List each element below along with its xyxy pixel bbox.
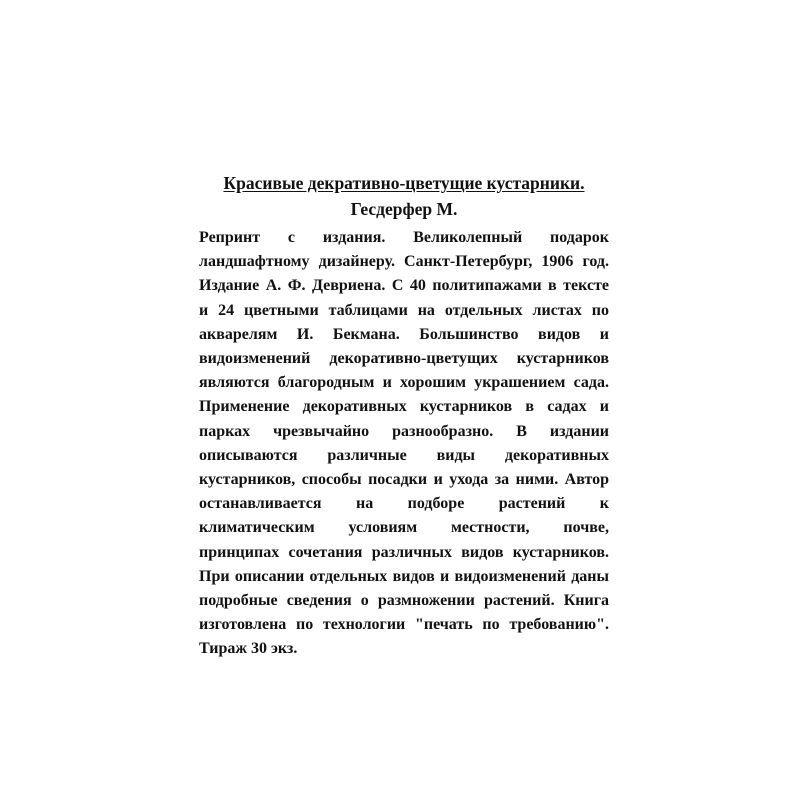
text-line: акварелям И. Бекмана. Большинство видов и — [199, 325, 609, 343]
book-title — [199, 170, 609, 222]
text-line: подробные сведения о размножении растений. Книга — [199, 592, 609, 610]
text-line: Репринт с издания. Великолепный подарок — [199, 229, 609, 246]
text-line: Тираж 30 экз. — [199, 640, 298, 658]
text-line: климатическим условиям местности, почве, — [199, 519, 609, 537]
text-line: При описании отдельных видов и видоизменений даны — [199, 567, 609, 585]
text-line: кустарников, способы посадки и ухода за ними. Автор — [199, 471, 609, 489]
text-line: Издание А. Ф. Девриена. С 40 политипажами в тексте — [199, 277, 609, 295]
text-line: и 24 цветными таблицами на отдельных листах по — [199, 301, 609, 319]
description-text — [199, 226, 609, 662]
text-line: ландшафтному дизайнеру. Санкт-Петербург, 1906 год. — [199, 253, 609, 271]
text-line: описываются различные виды декоративных — [199, 446, 609, 464]
book-description — [199, 170, 609, 662]
author-line: Гесдерфер М. — [350, 199, 458, 219]
text-line: являются благородным и хорошим украшением сада. — [199, 374, 609, 392]
text-line: парках чрезвычайно разнообразно. В издании — [199, 422, 609, 440]
text-line: Применение декоративных кустарников в садах и — [199, 398, 609, 416]
text-line: принципах сочетания различных видов кустарников. — [199, 543, 609, 561]
text-line: изготовлена по технологии "печать по требованию". — [199, 616, 609, 634]
title-line-1: Красивые декративно-цветущие кустарники. — [223, 173, 585, 193]
text-line: видоизменений декоративно-цветущих кустарников — [199, 350, 609, 368]
text-line: останавливается на подборе растений к — [199, 495, 609, 513]
